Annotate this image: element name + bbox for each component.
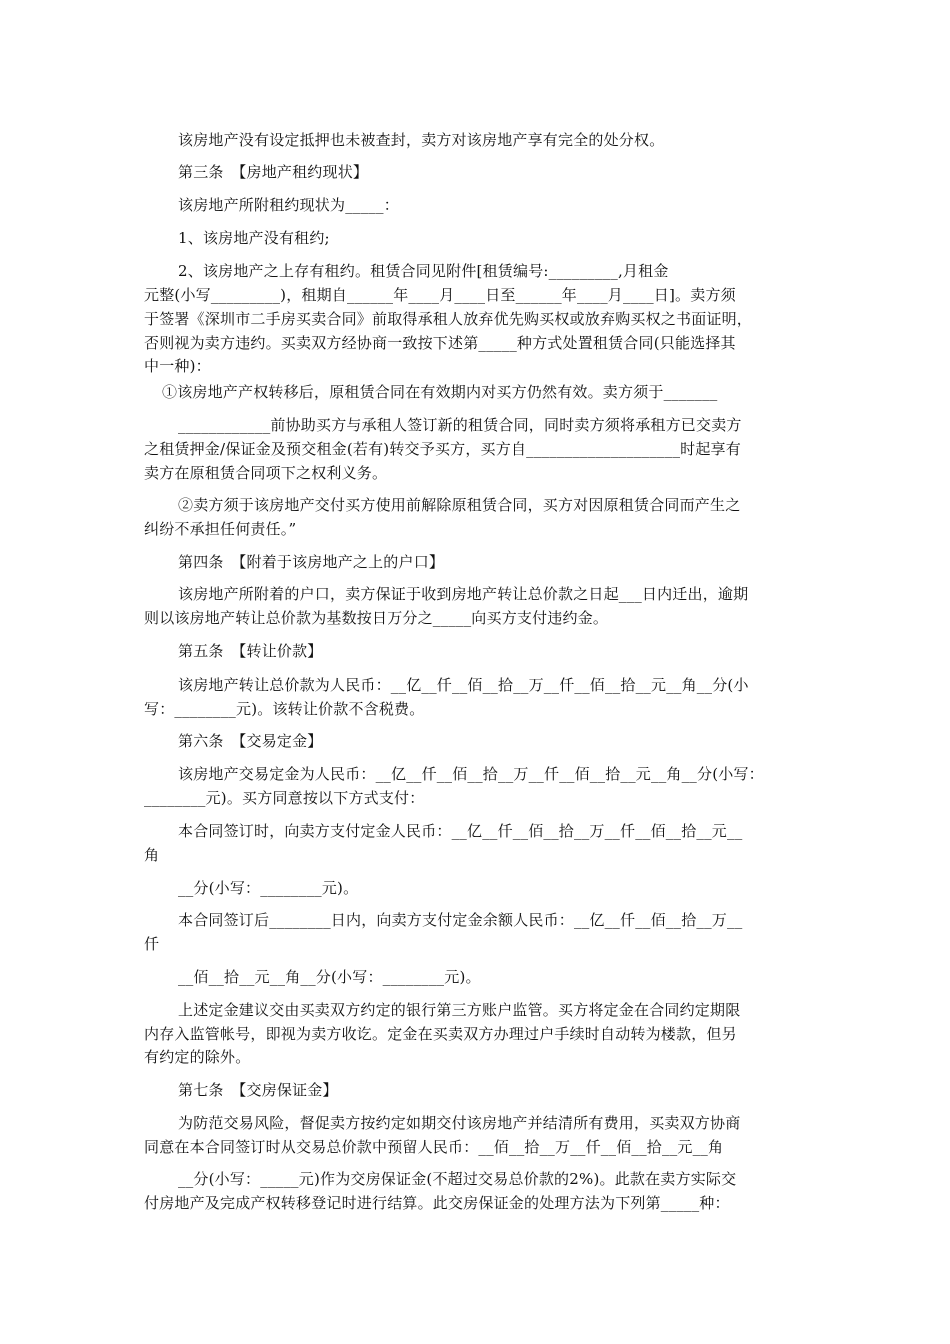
text-line: 内存入监管帐号，即视为卖方收讫。定金在买卖双方办理过户手续时自动转为楼款，但另 (144, 1025, 737, 1043)
text-line: ①该房地产产权转移后，原租赁合同在有效期内对买方仍然有效。卖方须于_______ (162, 383, 718, 401)
text-line: 写：________元)。该转让价款不含税费。 (144, 700, 425, 718)
article-heading: 第五条 【转让价款】 (178, 642, 323, 660)
text-line: ②卖方须于该房地产交付买方使用前解除原租赁合同，买方对因原租赁合同而产生之 (178, 496, 741, 514)
text-line: 该房地产交易定金为人民币：__亿__仟__佰__拾__万__仟__佰__拾__元__角__分(小写： (178, 765, 764, 783)
text-line: 1、该房地产没有租约; (178, 229, 330, 247)
text-line: ________元)。买方同意按以下方式支付： (144, 789, 425, 807)
text-line: ____________前协助买方与承租人签订新的租赁合同，同时卖方须将承租方已交卖方 (178, 416, 742, 434)
article-heading: 第三条 【房地产租约现状】 (178, 163, 369, 181)
article-heading: 第七条 【交房保证金】 (178, 1081, 338, 1099)
text-line: 上述定金建议交由买卖双方约定的银行第三方账户监管。买方将定金在合同约定期限 (178, 1001, 741, 1019)
text-line: 2、该房地产之上存有租约。租赁合同见附件[租赁编号:_________,月租金 (178, 262, 669, 280)
text-line: 元整(小写_________)，租期自______年____月____日至______年____月____日]。卖方须 (144, 286, 736, 304)
text-line: 之租赁押金/保证金及预交租金(若有)转交予买方，买方自____________________时起享有 (144, 440, 741, 458)
text-line: 本合同签订时，向卖方支付定金人民币：__亿__仟__佰__拾__万__仟__佰__拾__元__ (178, 822, 743, 840)
text-line: 本合同签订后________日内，向卖方支付定金余额人民币：__亿__仟__佰__拾__万__ (178, 911, 743, 929)
text-line: __佰__拾__元__角__分(小写：________元)。 (178, 968, 481, 986)
text-line: 中一种)： (144, 357, 211, 375)
text-line: 该房地产转让总价款为人民币：__亿__仟__佰__拾__万__仟__佰__拾__元__角__分(小 (178, 676, 749, 694)
text-line: 仟 (144, 935, 160, 953)
text-line: 则以该房地产转让总价款为基数按日万分之_____向买方支付违约金。 (144, 609, 609, 627)
text-line: 角 (144, 846, 160, 864)
text-line: 同意在本合同签订时从交易总价款中预留人民币：__佰__拾__万__仟__佰__拾__元__角 (144, 1138, 724, 1156)
text-line: 该房地产所附租约现状为_____： (178, 196, 399, 214)
text-line: __分(小写：________元)。 (178, 879, 359, 897)
article-heading: 第六条 【交易定金】 (178, 732, 323, 750)
text-line: 卖方在原租赁合同项下之权利义务。 (144, 464, 388, 482)
text-line: __分(小写：_____元)作为交房保证金(不超过交易总价款的2%)。此款在卖方实际交 (178, 1170, 737, 1188)
text-line: 纠纷不承担任何责任。” (144, 520, 297, 538)
text-line: 该房地产所附着的户口，卖方保证于收到房地产转让总价款之日起___日内迁出，逾期 (178, 585, 749, 603)
text-line: 为防范交易风险，督促卖方按约定如期交付该房地产并结清所有费用，买卖双方协商 (178, 1114, 741, 1132)
article-heading: 第四条 【附着于该房地产之上的户口】 (178, 553, 445, 571)
text-line: 有约定的除外。 (144, 1048, 251, 1066)
text-line: 该房地产没有设定抵押也未被查封，卖方对该房地产享有完全的处分权。 (178, 131, 665, 149)
text-line: 付房地产及完成产权转移登记时进行结算。此交房保证金的处理方法为下列第_____种： (144, 1194, 730, 1212)
text-line: 于签署《深圳市二手房买卖合同》前取得承租人放弃优先购买权或放弃购买权之书面证明， (144, 310, 753, 328)
text-line: 否则视为卖方违约。买卖双方经协商一致按下述第_____种方式处置租赁合同(只能选择其 (144, 334, 736, 352)
